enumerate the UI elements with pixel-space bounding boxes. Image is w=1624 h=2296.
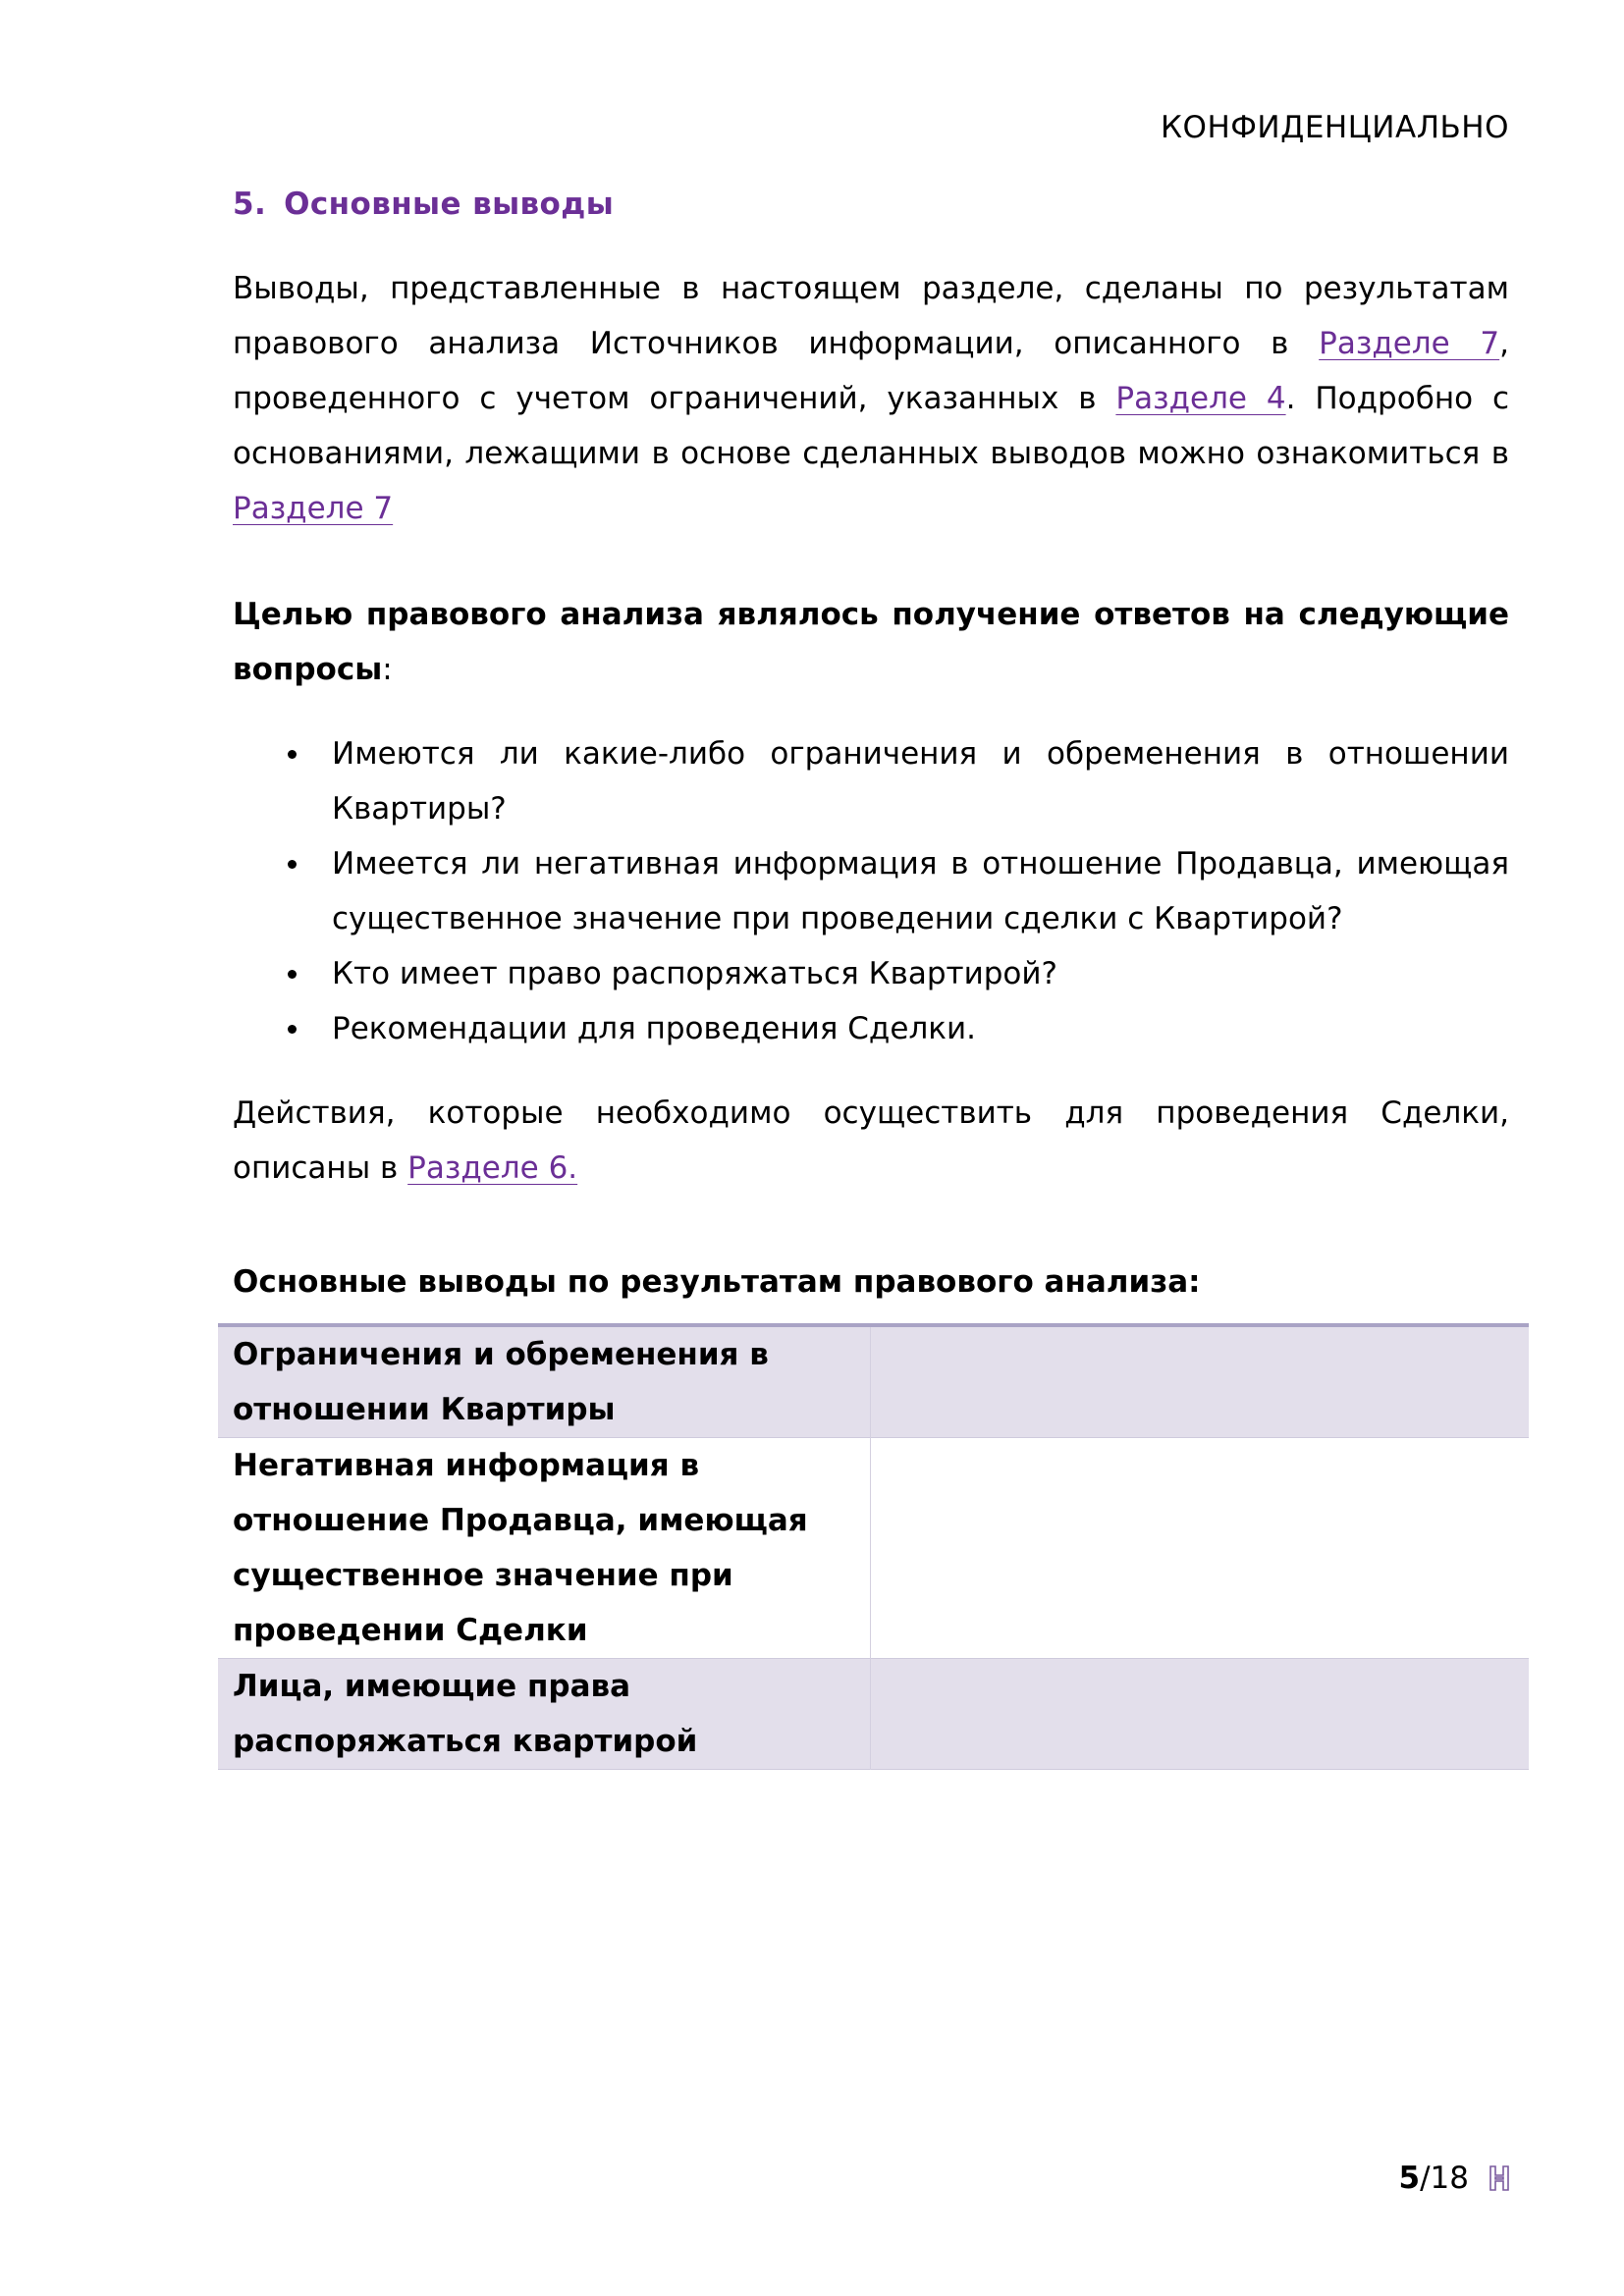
goal-colon: : — [382, 652, 393, 687]
h-logo-icon — [1489, 2164, 1510, 2192]
list-item — [233, 946, 1509, 1001]
goal-paragraph — [233, 587, 1509, 697]
questions-list — [233, 726, 1509, 1056]
conclusions-table — [218, 1323, 1529, 1770]
bullet-icon — [288, 1025, 297, 1034]
table-row — [218, 1438, 1529, 1659]
intro-text-3: . Подробно с основаниями, лежащими в основе сделанных выводов можно ознакомиться в — [233, 381, 1509, 471]
actions-paragraph — [233, 1086, 1509, 1196]
table-row — [218, 1659, 1529, 1770]
question-text: Имеется ли негативная информация в отношение Продавца, имеющая существенное значение при проведении сделки с Квартирой? — [332, 846, 1509, 936]
list-item — [233, 836, 1509, 946]
row-label: Лица, имеющие права распоряжаться квартирой — [218, 1659, 871, 1770]
link-section-4[interactable]: Разделе 4 — [1115, 381, 1286, 416]
total-pages: 18 — [1430, 2161, 1469, 2196]
intro-text-2: , проведенного с учетом ограничений, указанных в — [233, 326, 1509, 416]
actions-text: Действия, которые необходимо осуществить для проведения Сделки, описаны в — [233, 1095, 1509, 1186]
bullet-icon — [288, 750, 297, 759]
page-separator: / — [1420, 2161, 1431, 2196]
row-value — [871, 1438, 1530, 1659]
row-label: Негативная информация в отношение Продавца, имеющая существенное значение при проведении Сделки — [218, 1438, 871, 1659]
table-row — [218, 1325, 1529, 1438]
table-title: Основные выводы по результатам правового анализа: — [233, 1264, 1201, 1300]
question-text: Кто имеет право распоряжаться Квартирой? — [332, 956, 1057, 991]
current-page-number: 5 — [1398, 2161, 1421, 2196]
row-value — [871, 1325, 1530, 1438]
intro-paragraph — [233, 261, 1509, 536]
section-title-text: Основные выводы — [284, 187, 615, 222]
question-text: Рекомендации для проведения Сделки. — [332, 1011, 976, 1046]
section-number: 5. — [233, 187, 267, 222]
row-value — [871, 1659, 1530, 1770]
page-footer — [1399, 2161, 1510, 2196]
row-label: Ограничения и обременения в отношении Квартиры — [218, 1325, 871, 1438]
page-content — [233, 177, 1509, 1309]
link-section-7[interactable]: Разделе 7 — [1319, 326, 1500, 361]
list-item — [233, 1001, 1509, 1056]
confidentiality-label: КОНФИДЕНЦИАЛЬНО — [1161, 110, 1509, 145]
bullet-icon — [288, 860, 297, 869]
bullet-icon — [288, 970, 297, 979]
intro-text-1: Выводы, представленные в настоящем разделе, сделаны по результатам правового анализа Источников информации, описанного в — [233, 271, 1509, 361]
goal-text: Целью правового анализа являлось получение ответов на следующие вопросы — [233, 597, 1509, 687]
link-section-7-second[interactable]: Разделе 7 — [233, 491, 394, 526]
question-text: Имеются ли какие-либо ограничения и обременения в отношении Квартиры? — [332, 736, 1509, 827]
link-section-6[interactable]: Разделе 6. — [407, 1150, 578, 1186]
section-title — [233, 177, 1509, 232]
list-item — [233, 726, 1509, 836]
